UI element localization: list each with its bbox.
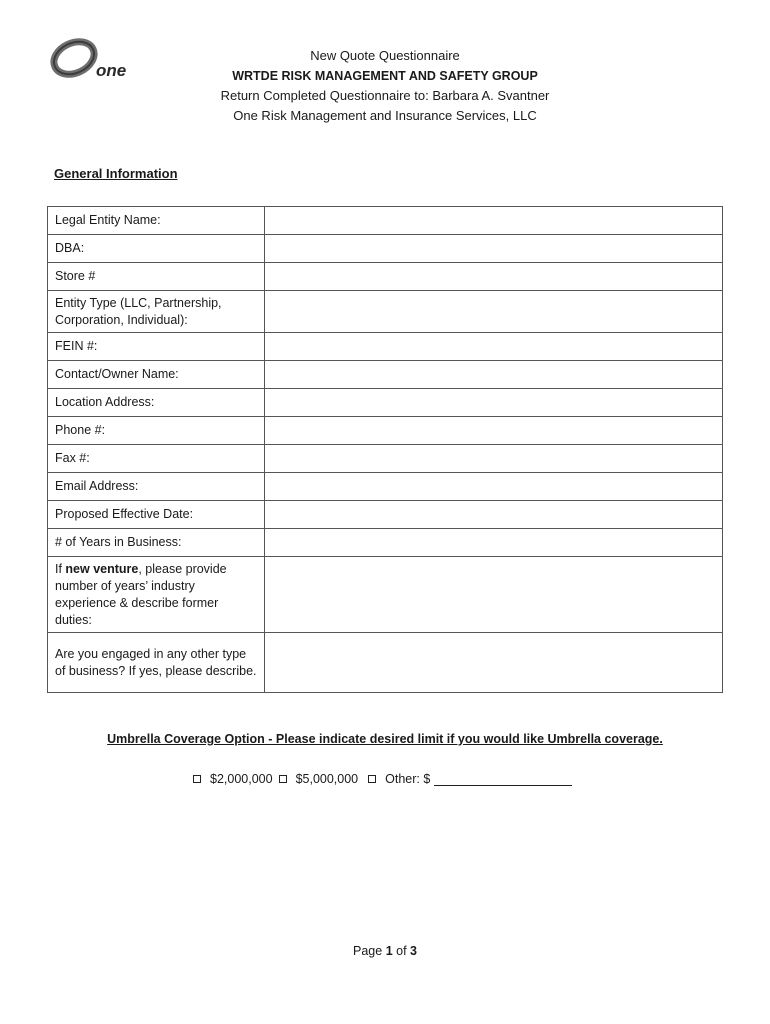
umbrella-coverage-title: Umbrella Coverage Option - Please indicate desired limit if you would like Umbrella coverage.	[107, 732, 663, 746]
proposed-effective-date-field[interactable]	[265, 501, 723, 529]
total-pages: 3	[410, 944, 417, 958]
section-title-general-information: General Information	[54, 166, 178, 181]
table-row	[48, 361, 723, 389]
doc-title: New Quote Questionnaire	[310, 48, 460, 63]
location-address-field[interactable]	[265, 389, 723, 417]
checkbox-other[interactable]	[368, 775, 376, 783]
option-2000000	[193, 772, 273, 786]
table-row	[48, 529, 723, 557]
table-row	[48, 417, 723, 445]
entity-type-input[interactable]	[265, 301, 722, 323]
label-emphasis: new venture	[65, 561, 139, 576]
phone-field[interactable]	[265, 417, 723, 445]
other-business-field[interactable]	[265, 633, 723, 693]
other-amount-blank[interactable]	[434, 772, 572, 786]
legal-entity-name-input[interactable]	[265, 210, 722, 232]
current-page: 1	[385, 944, 393, 958]
return-to: Return Completed Questionnaire to: Barbara A. Svantner	[220, 88, 550, 103]
table-row	[48, 633, 723, 693]
table-row	[48, 263, 723, 291]
field-label: Store #	[48, 263, 265, 291]
general-information-table	[47, 206, 723, 693]
new-venture-experience-field[interactable]	[265, 557, 723, 633]
field-label: # of Years in Business:	[48, 529, 265, 557]
option-5000000	[279, 772, 359, 786]
proposed-effective-date-input[interactable]	[265, 504, 722, 526]
checkbox-2000000[interactable]	[193, 775, 201, 783]
table-row	[48, 235, 723, 263]
option-label: $5,000,000	[295, 772, 359, 786]
label-suffix: , please provide number of years’ industry experience & describe former duties:	[55, 561, 227, 627]
dba-input[interactable]	[265, 238, 722, 260]
email-address-field[interactable]	[265, 473, 723, 501]
entity-type-field[interactable]	[265, 291, 723, 333]
option-label: Other: $	[385, 772, 431, 786]
table-row	[48, 557, 723, 633]
page-middle: of	[392, 944, 411, 958]
logo-wordmark: one	[96, 61, 127, 80]
new-venture-experience-input[interactable]	[265, 584, 722, 606]
field-label-new-venture	[48, 557, 265, 633]
table-row	[48, 207, 723, 235]
table-row	[48, 501, 723, 529]
option-label: $2,000,000	[210, 772, 273, 786]
checkbox-5000000[interactable]	[279, 775, 287, 783]
legal-entity-name-field[interactable]	[265, 207, 723, 235]
field-label: Contact/Owner Name:	[48, 361, 265, 389]
store-number-field[interactable]	[265, 263, 723, 291]
field-label: Phone #:	[48, 417, 265, 445]
field-label: Are you engaged in any other type of business? If yes, please describe.	[48, 633, 265, 693]
other-business-input[interactable]	[265, 652, 722, 674]
contact-owner-name-field[interactable]	[265, 361, 723, 389]
field-label: FEIN #:	[48, 333, 265, 361]
table-row	[48, 291, 723, 333]
table-row	[48, 389, 723, 417]
contact-owner-name-input[interactable]	[265, 364, 722, 386]
fein-field[interactable]	[265, 333, 723, 361]
field-label: Entity Type (LLC, Partnership, Corporation, Individual):	[48, 291, 265, 333]
company-name: One Risk Management and Insurance Services, LLC	[233, 108, 537, 123]
years-in-business-field[interactable]	[265, 529, 723, 557]
group-name: WRTDE RISK MANAGEMENT AND SAFETY GROUP	[232, 69, 538, 83]
page-number	[0, 944, 770, 958]
field-label: Location Address:	[48, 389, 265, 417]
fein-input[interactable]	[265, 336, 722, 358]
table-row	[48, 333, 723, 361]
page-prefix: Page	[353, 944, 386, 958]
table-row	[48, 473, 723, 501]
fax-input[interactable]	[265, 448, 722, 470]
dba-field[interactable]	[265, 235, 723, 263]
field-label: Proposed Effective Date:	[48, 501, 265, 529]
label-prefix: If	[55, 561, 66, 576]
email-address-input[interactable]	[265, 476, 722, 498]
years-in-business-input[interactable]	[265, 532, 722, 554]
field-label: Email Address:	[48, 473, 265, 501]
document-header	[0, 46, 770, 126]
table-row	[48, 445, 723, 473]
phone-input[interactable]	[265, 420, 722, 442]
field-label: Legal Entity Name:	[48, 207, 265, 235]
field-label: DBA:	[48, 235, 265, 263]
location-address-input[interactable]	[265, 392, 722, 414]
option-other	[368, 772, 572, 786]
umbrella-options	[193, 772, 578, 786]
field-label: Fax #:	[48, 445, 265, 473]
fax-field[interactable]	[265, 445, 723, 473]
store-number-input[interactable]	[265, 266, 722, 288]
